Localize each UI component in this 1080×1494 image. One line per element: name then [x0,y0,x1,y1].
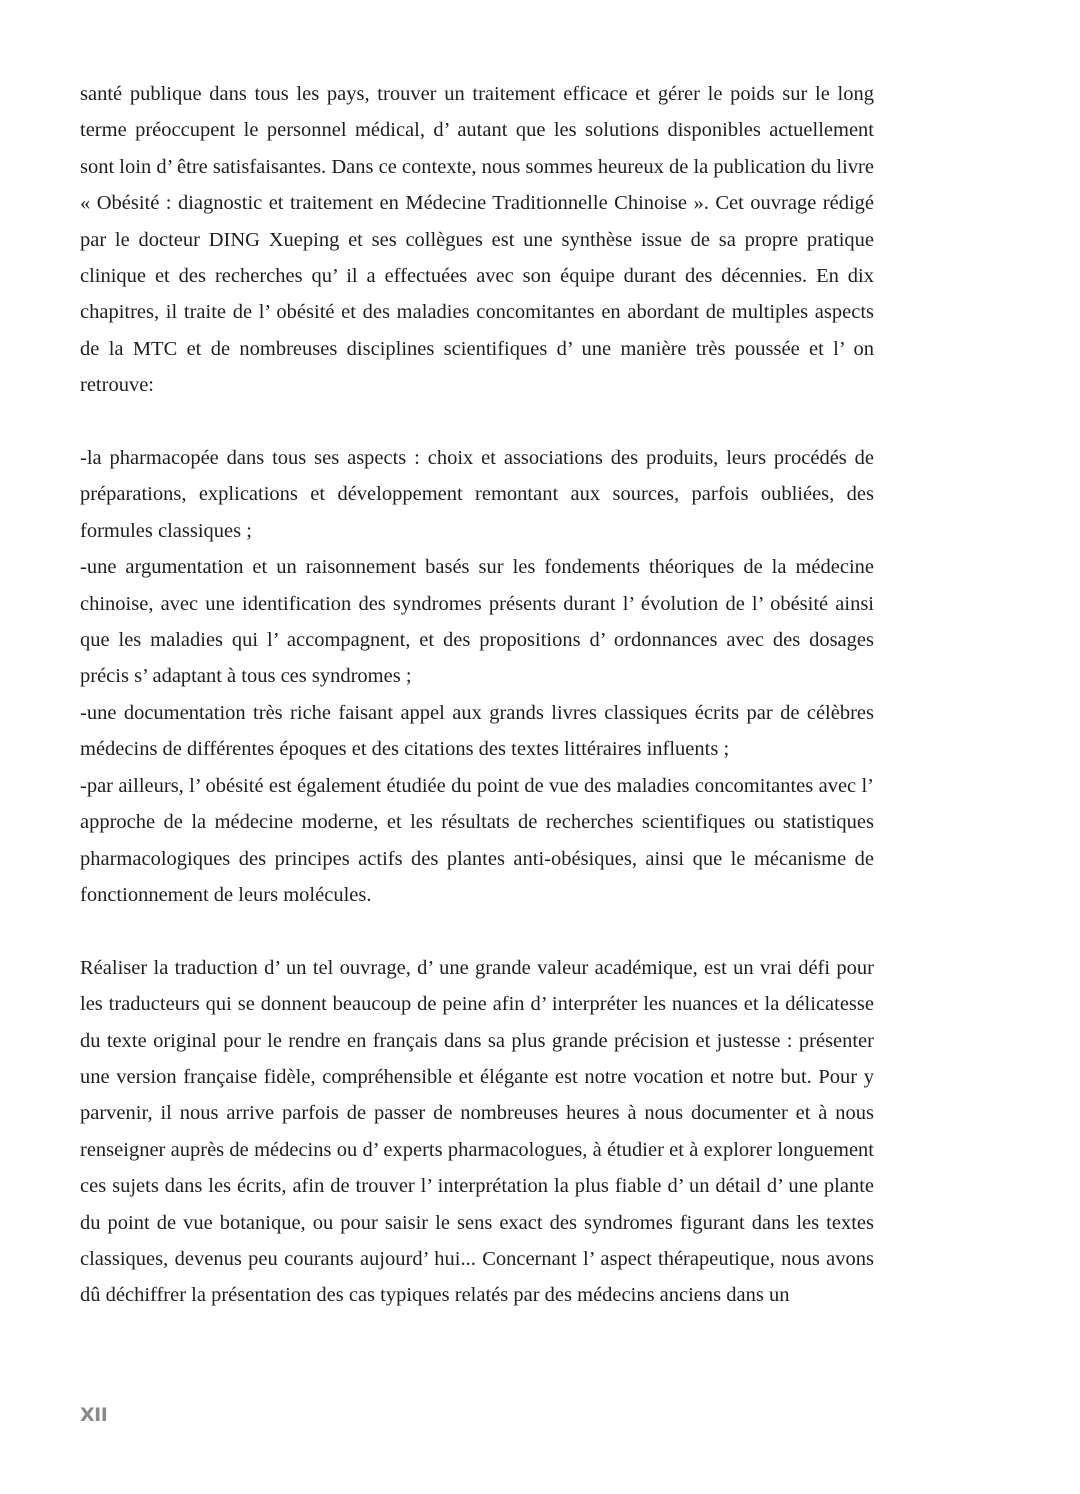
page-number: XII [80,1404,108,1426]
list-item-pharmacopoeia: -la pharmacopée dans tous ses aspects : choix et associations des produits, leurs procédés de préparations, explications et développement remontant aux sources, parfois oubliées, des formules classiques ; [80,447,874,542]
intro-paragraph: santé publique dans tous les pays, trouver un traitement efficace et gérer le poids sur le long terme préoccupent le personnel médical, d’ autant que les solutions disponibles actuellement sont loin d’ être satisfaisantes. Dans ce contexte, nous sommes heureux de la publication du livre « Obésité : diagnostic et traitement en Médecine Traditionnelle Chinoise ». Cet ouvrage rédigé par le docteur DING Xueping et ses collègues est une synthèse issue de sa propre pratique clinique et des recherches qu’ il a effectuées avec son équipe durant des décennies. En dix chapitres, il traite de l’ obésité et des maladies concomitantes en abordant de multiples aspects de la MTC et de nombreuses disciplines scientifiques d’ une manière très poussée et l’ on retrouve: [80,83,874,397]
list-item-documentation: -une documentation très riche faisant appel aux grands livres classiques écrits par de célèbres médecins de différentes époques et des citations des textes littéraires influents ; [80,701,874,761]
page-body [80,76,874,1314]
list-item-argumentation: -une argumentation et un raisonnement basés sur les fondements théoriques de la médecine chinoise, avec une identification des syndromes présents durant l’ évolution de l’ obésité ainsi que les maladies qui l’ accompagnent, et des propositions d’ ordonnances avec des dosages précis s’ adaptant à tous ces syndromes ; [80,556,874,688]
list-item-modern-medicine: -par ailleurs, l’ obésité est également étudiée du point de vue des maladies concomitantes avec l’ approche de la médecine moderne, et les résultats de recherches scientifiques ou statistiques pharmacologiques des principes actifs des plantes anti-obésiques, ainsi que le mécanisme de fonctionnement de leurs molécules. [80,774,874,906]
translation-paragraph: Réaliser la traduction d’ un tel ouvrage, d’ une grande valeur académique, est un vrai défi pour les traducteurs qui se donnent beaucoup de peine afin d’ interpréter les nuances et la délicatesse du texte original pour le rendre en français dans sa plus grande précision et justesse : présenter une version française fidèle, compréhensible et élégante est notre vocation et notre but. Pour y parvenir, il nous arrive parfois de passer de nombreuses heures à nous documenter et à nous renseigner auprès de médecins ou d’ experts pharmacologues, à étudier et à explorer longuement ces sujets dans les écrits, afin de trouver l’ interprétation la plus fiable d’ un détail d’ une plante du point de vue botanique, ou pour saisir le sens exact des syndromes figurant dans les textes classiques, devenus peu courants aujourd’ hui... Concernant l’ aspect thérapeutique, nous avons dû déchiffrer la présentation des cas typiques relatés par des médecins anciens dans un [80,956,874,1307]
feature-list [80,440,874,913]
